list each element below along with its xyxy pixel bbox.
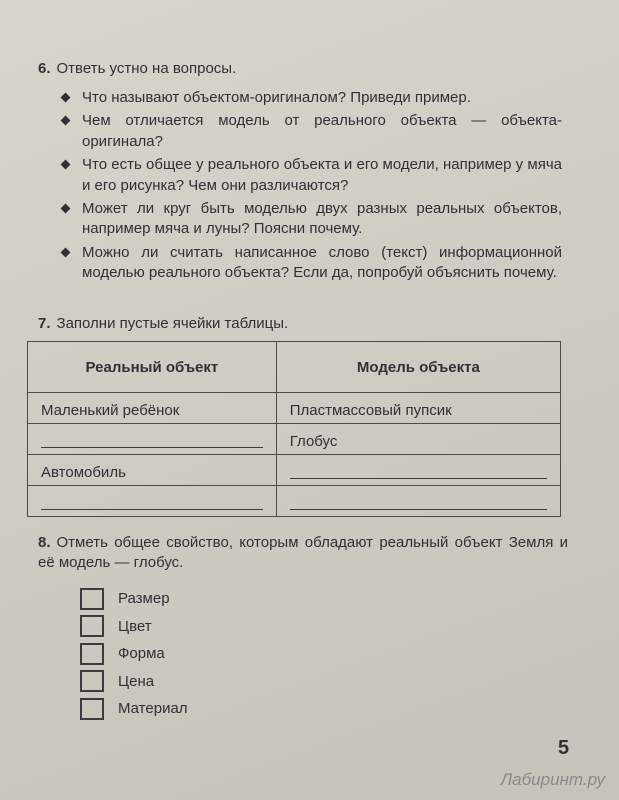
question-6-bullet-list [62,88,562,287]
answer-blank-cell[interactable] [276,486,560,517]
answer-blank-cell[interactable] [276,455,560,486]
watermark: Лабиринт.ру [500,770,605,789]
table-row [28,393,561,424]
checkbox[interactable] [80,615,104,637]
answer-line [41,509,263,510]
header-model: Модель объекта [276,342,560,393]
table-row [28,455,561,486]
diamond-bullet-icon [61,116,71,126]
option-material[interactable]: Материал [80,695,188,723]
objects-table [27,341,561,517]
bullet-item: Что называют объектом-оригиналом? Приведи пример. [62,88,562,108]
checkbox[interactable] [80,588,104,610]
table-header-row [28,342,561,393]
table-cell: Пластмассовый пупсик [276,393,560,424]
option-shape[interactable]: Форма [80,640,188,668]
answer-line [290,478,547,479]
header-real-object: Реальный объект [28,342,277,393]
question-6-number: 6. [38,60,51,77]
answer-line [290,509,547,510]
diamond-bullet-icon [61,160,71,170]
table-row [28,424,561,455]
checkbox[interactable] [80,670,104,692]
bullet-item: Можно ли считать написанное слово (текст) информационной моделью реального объекта? Если да, попробуй объяснить почему. [62,243,562,284]
answer-line [41,447,263,448]
question-7-title [38,315,288,332]
table-row [28,486,561,517]
question-6-title [38,60,236,77]
answer-blank-cell[interactable] [28,424,277,455]
question-8-text: Отметь общее свойство, которым обладают реальный объект Земля и её модель — глобус. [38,534,568,571]
option-size[interactable]: Размер [80,585,188,613]
page-number: 5 [558,737,570,759]
table-cell: Глобус [276,424,560,455]
diamond-bullet-icon [61,93,71,103]
option-color[interactable]: Цвет [80,613,188,641]
question-7-text: Заполни пустые ячейки таблицы. [56,315,289,332]
diamond-bullet-icon [61,204,71,214]
question-8-title [38,533,568,573]
question-7-number: 7. [38,315,51,332]
table-cell: Автомобиль [28,455,277,486]
bullet-item: Что есть общее у реального объекта и его модели, например у мяча и его рисунка? Чем они различаются? [62,155,562,196]
question-6-text: Ответь устно на вопросы. [56,60,237,77]
checkbox[interactable] [80,698,104,720]
question-8-number: 8. [38,534,51,551]
answer-blank-cell[interactable] [28,486,277,517]
option-price[interactable]: Цена [80,668,188,696]
checkbox[interactable] [80,643,104,665]
table-cell: Маленький ребёнок [28,393,277,424]
bullet-item: Чем отличается модель от реального объекта — объекта-оригинала? [62,111,562,152]
question-8-options [80,585,188,723]
bullet-item: Может ли круг быть моделью двух разных реальных объектов, например мяча и луны? Поясни почему. [62,199,562,240]
diamond-bullet-icon [61,247,71,257]
